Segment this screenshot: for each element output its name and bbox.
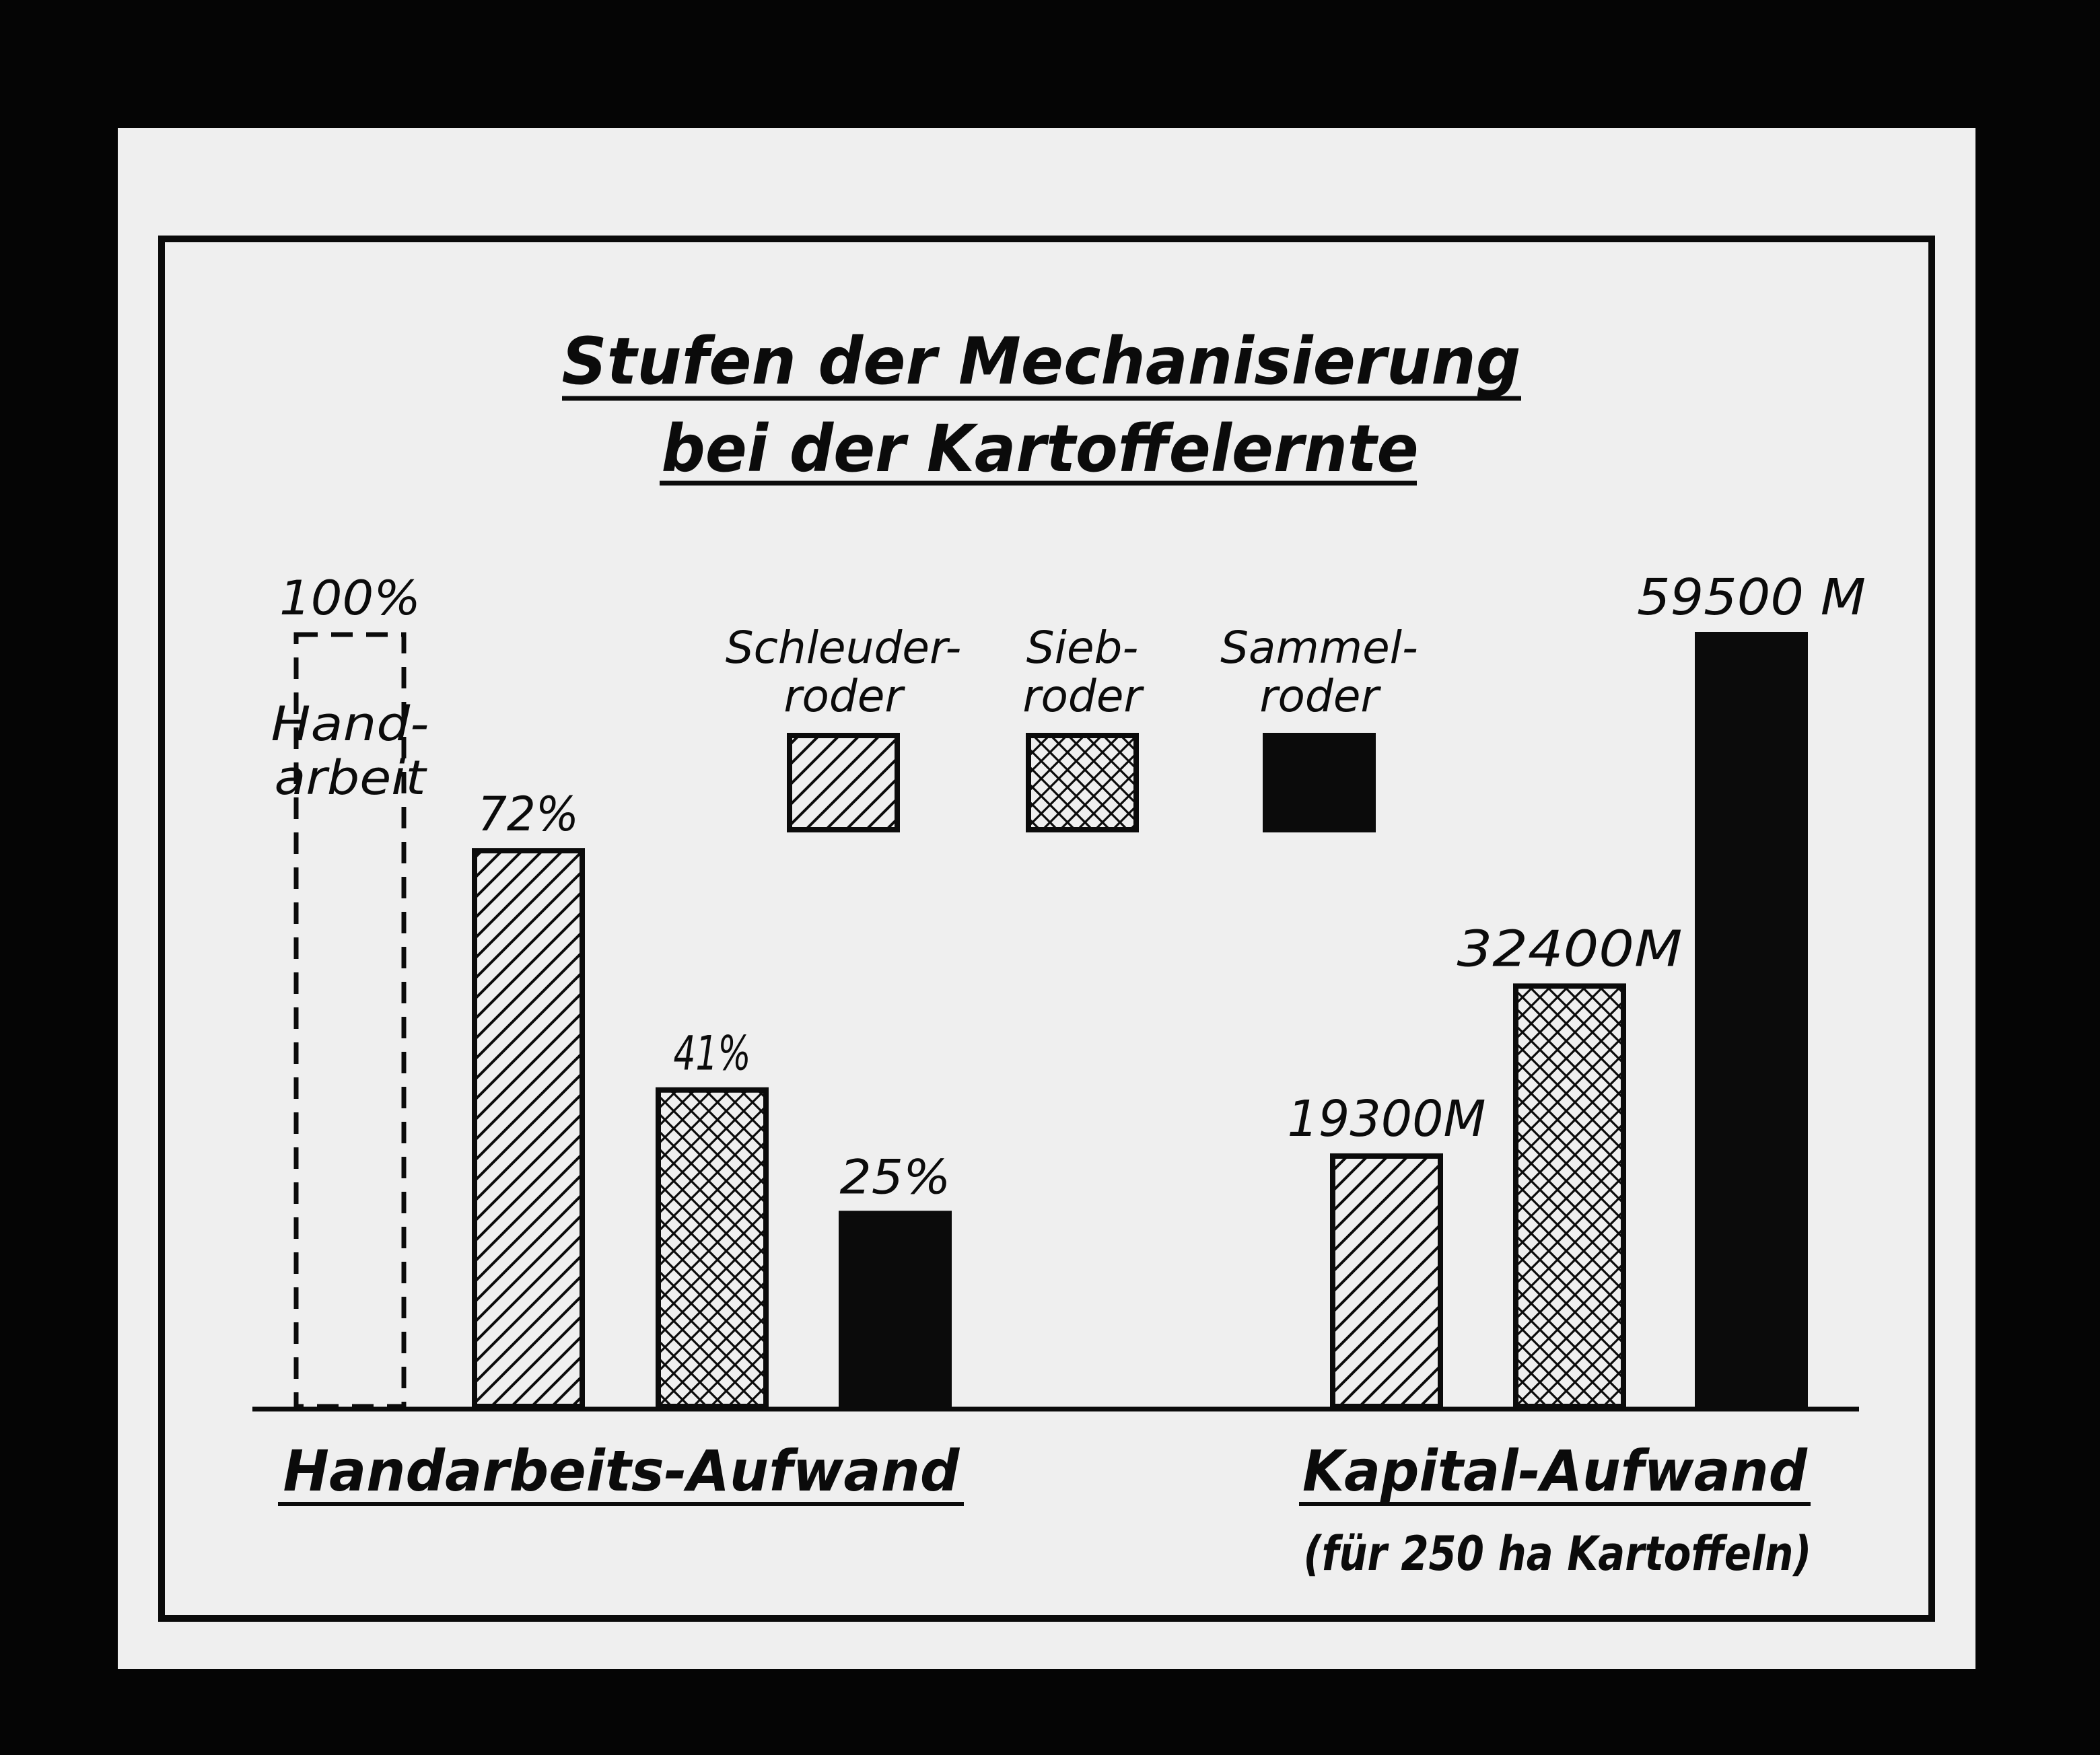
legend-label-2-line-2: roder xyxy=(1259,670,1379,722)
legend-swatch-crosshatch xyxy=(1028,736,1136,830)
chart-title xyxy=(562,324,1522,487)
title-line-1: Stufen der Mechanisierung xyxy=(561,324,1521,399)
legend-label-1-line-1: Sieb- xyxy=(1026,622,1139,674)
group-labels xyxy=(278,1438,1812,1581)
bar-handarbeit-siebroder xyxy=(658,1090,766,1406)
legend-swatch-hatch xyxy=(790,736,897,830)
reference-label-line-2: arbeit xyxy=(274,750,428,805)
legend xyxy=(726,622,1418,830)
legend-label-0-line-2: roder xyxy=(783,670,903,722)
group-label-handarbeit: Handarbeits-Aufwand xyxy=(283,1438,960,1504)
value-label-handarbeit-0: 100% xyxy=(279,571,421,626)
value-label-handarbeit-2: 41% xyxy=(673,1026,751,1081)
legend-label-0-line-1: Schleuder- xyxy=(725,622,962,674)
reference-label-line-1: Hand- xyxy=(271,696,429,752)
value-label-handarbeit-1: 72% xyxy=(478,787,579,843)
group-label-kapital: Kapital-Aufwand xyxy=(1302,1438,1808,1504)
bar-handarbeit-sammelroder xyxy=(841,1213,949,1406)
bar-handarbeit-schleuderroder xyxy=(475,851,582,1406)
legend-label-1-line-2: roder xyxy=(1022,670,1142,722)
title-line-2: bei der Kartoffelernte xyxy=(661,411,1419,487)
bar-kapital-siebroder xyxy=(1516,986,1623,1406)
value-label-kapital-1: 32400M xyxy=(1457,920,1683,978)
value-label-handarbeit-3: 25% xyxy=(839,1149,951,1205)
bar-kapital-schleuderroder xyxy=(1333,1156,1440,1406)
legend-swatch-solid xyxy=(1265,736,1373,830)
value-label-kapital-2: 59500 M xyxy=(1637,569,1866,626)
bar-kapital-sammelroder xyxy=(1698,635,1805,1406)
value-label-kapital-0: 19300M xyxy=(1287,1089,1486,1148)
legend-label-2-line-1: Sammel- xyxy=(1220,622,1418,674)
group-sublabel-kapital: (für 250 ha Kartoffeln) xyxy=(1303,1526,1812,1581)
